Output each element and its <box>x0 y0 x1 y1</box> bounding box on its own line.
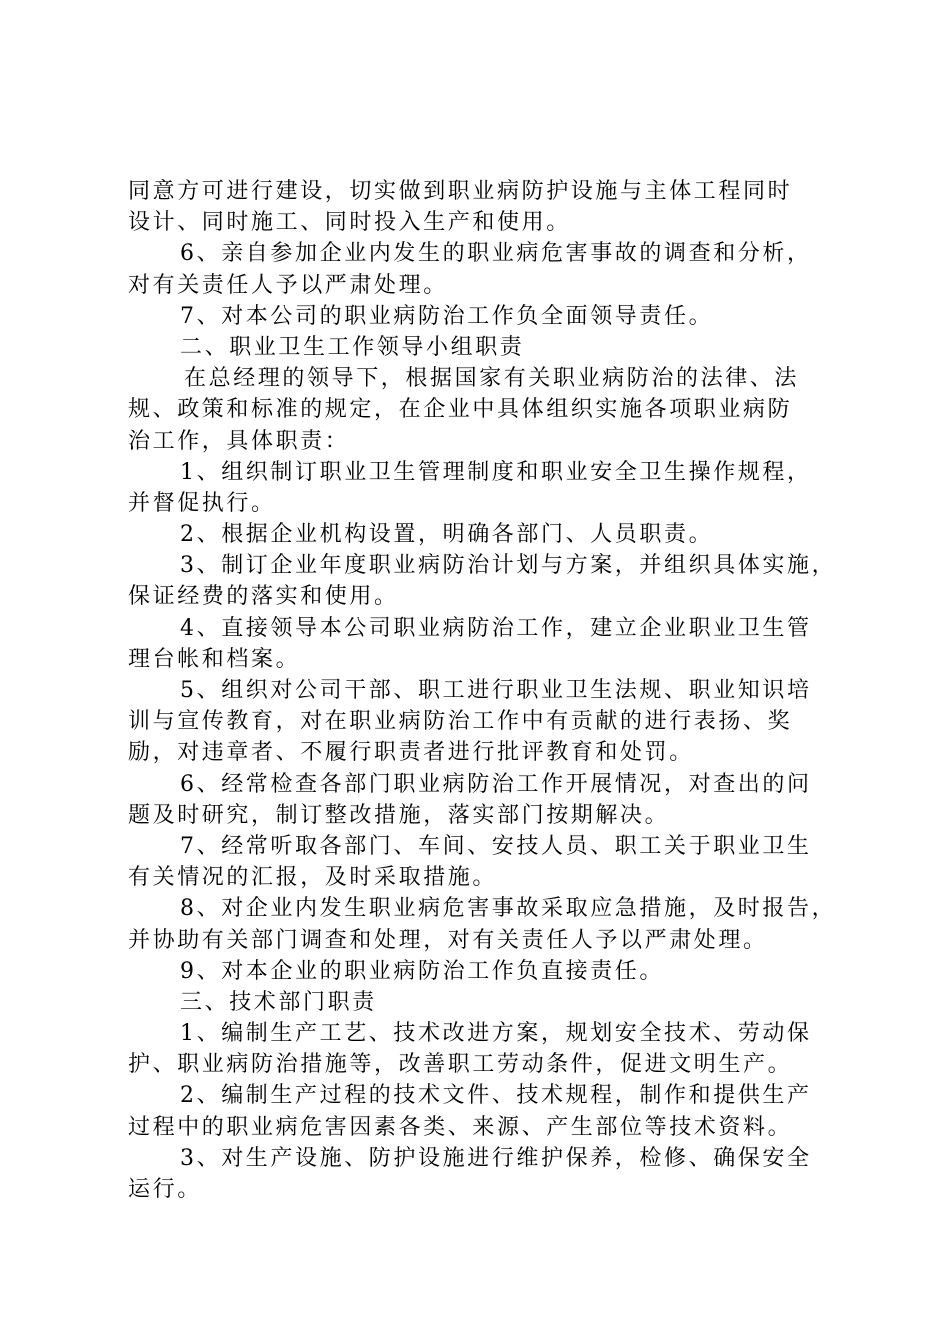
text-line: 规、政策和标准的规定，在企业中具体组织实施各项职业病防 <box>128 397 793 423</box>
text-line: 2、根据企业机构设置，明确各部门、人员职责。 <box>180 522 714 548</box>
text-line: 励，对违章者、不履行职责者进行批评教育和处罚。 <box>128 740 694 766</box>
text-line: 三、技术部门职责 <box>180 989 377 1015</box>
document-body <box>128 176 838 1205</box>
text-line: 并督促执行。 <box>128 490 276 516</box>
text-line: 并协助有关部门调查和处理，对有关责任人予以严肃处理。 <box>128 927 768 953</box>
text-line: 3、制订企业年度职业病防治计划与方案，并组织具体实施， <box>180 553 837 579</box>
text-line: 训与宣传教育，对在职业病防治工作中有贡献的进行表扬、奖 <box>128 709 793 735</box>
text-line: 3、对生产设施、防护设施进行维护保养，检修、确保安全 <box>180 1145 812 1171</box>
text-line: 2、编制生产过程的技术文件、技术规程，制作和提供生产 <box>180 1083 812 1109</box>
text-line: 5、组织对公司干部、职工进行职业卫生法规、职业知识培 <box>180 678 812 703</box>
text-line: 6、亲自参加企业内发生的职业病危害事故的调查和分析， <box>180 241 812 267</box>
text-line: 过程中的职业病危害因素各类、来源、产生部位等技术资料。 <box>128 1114 793 1140</box>
text-line: 8、对企业内发生职业病危害事故采取应急措施，及时报告， <box>180 896 837 922</box>
text-line: 7、经常听取各部门、车间、安技人员、职工关于职业卫生 <box>180 833 812 859</box>
text-line: 在总经理的领导下，根据国家有关职业病防治的法律、法 <box>184 366 800 392</box>
text-line: 6、经常检查各部门职业病防治工作开展情况，对查出的问 <box>180 771 812 797</box>
text-line: 理台帐和档案。 <box>128 646 301 672</box>
text-line: 1、编制生产工艺、技术改进方案，规划安全技术、劳动保 <box>180 1021 812 1047</box>
text-line: 对有关责任人予以严肃处理。 <box>128 272 448 298</box>
text-line: 设计、同时施工、同时投入生产和使用。 <box>128 210 571 236</box>
text-line: 同意方可进行建设，切实做到职业病防护设施与主体工程同时 <box>128 179 793 204</box>
text-line: 1、组织制订职业卫生管理制度和职业安全卫生操作规程， <box>180 459 812 485</box>
text-line: 9、对本企业的职业病防治工作负直接责任。 <box>180 958 664 984</box>
text-line: 4、直接领导本公司职业病防治工作，建立企业职业卫生管 <box>180 615 812 641</box>
text-line: 治工作，具体职责： <box>128 428 350 454</box>
text-line: 有关情况的汇报，及时采取措施。 <box>128 865 498 891</box>
text-line: 7、对本公司的职业病防治工作负全面领导责任。 <box>180 303 714 329</box>
text-line: 题及时研究，制订整改措施，落实部门按期解决。 <box>128 802 670 828</box>
text-line: 保证经费的落实和使用。 <box>128 584 399 610</box>
text-line: 二、职业卫生工作领导小组职责 <box>180 334 525 360</box>
text-line: 运行。 <box>128 1177 202 1202</box>
text-line: 护、职业病防治措施等，改善职工劳动条件，促进文明生产。 <box>128 1052 793 1078</box>
